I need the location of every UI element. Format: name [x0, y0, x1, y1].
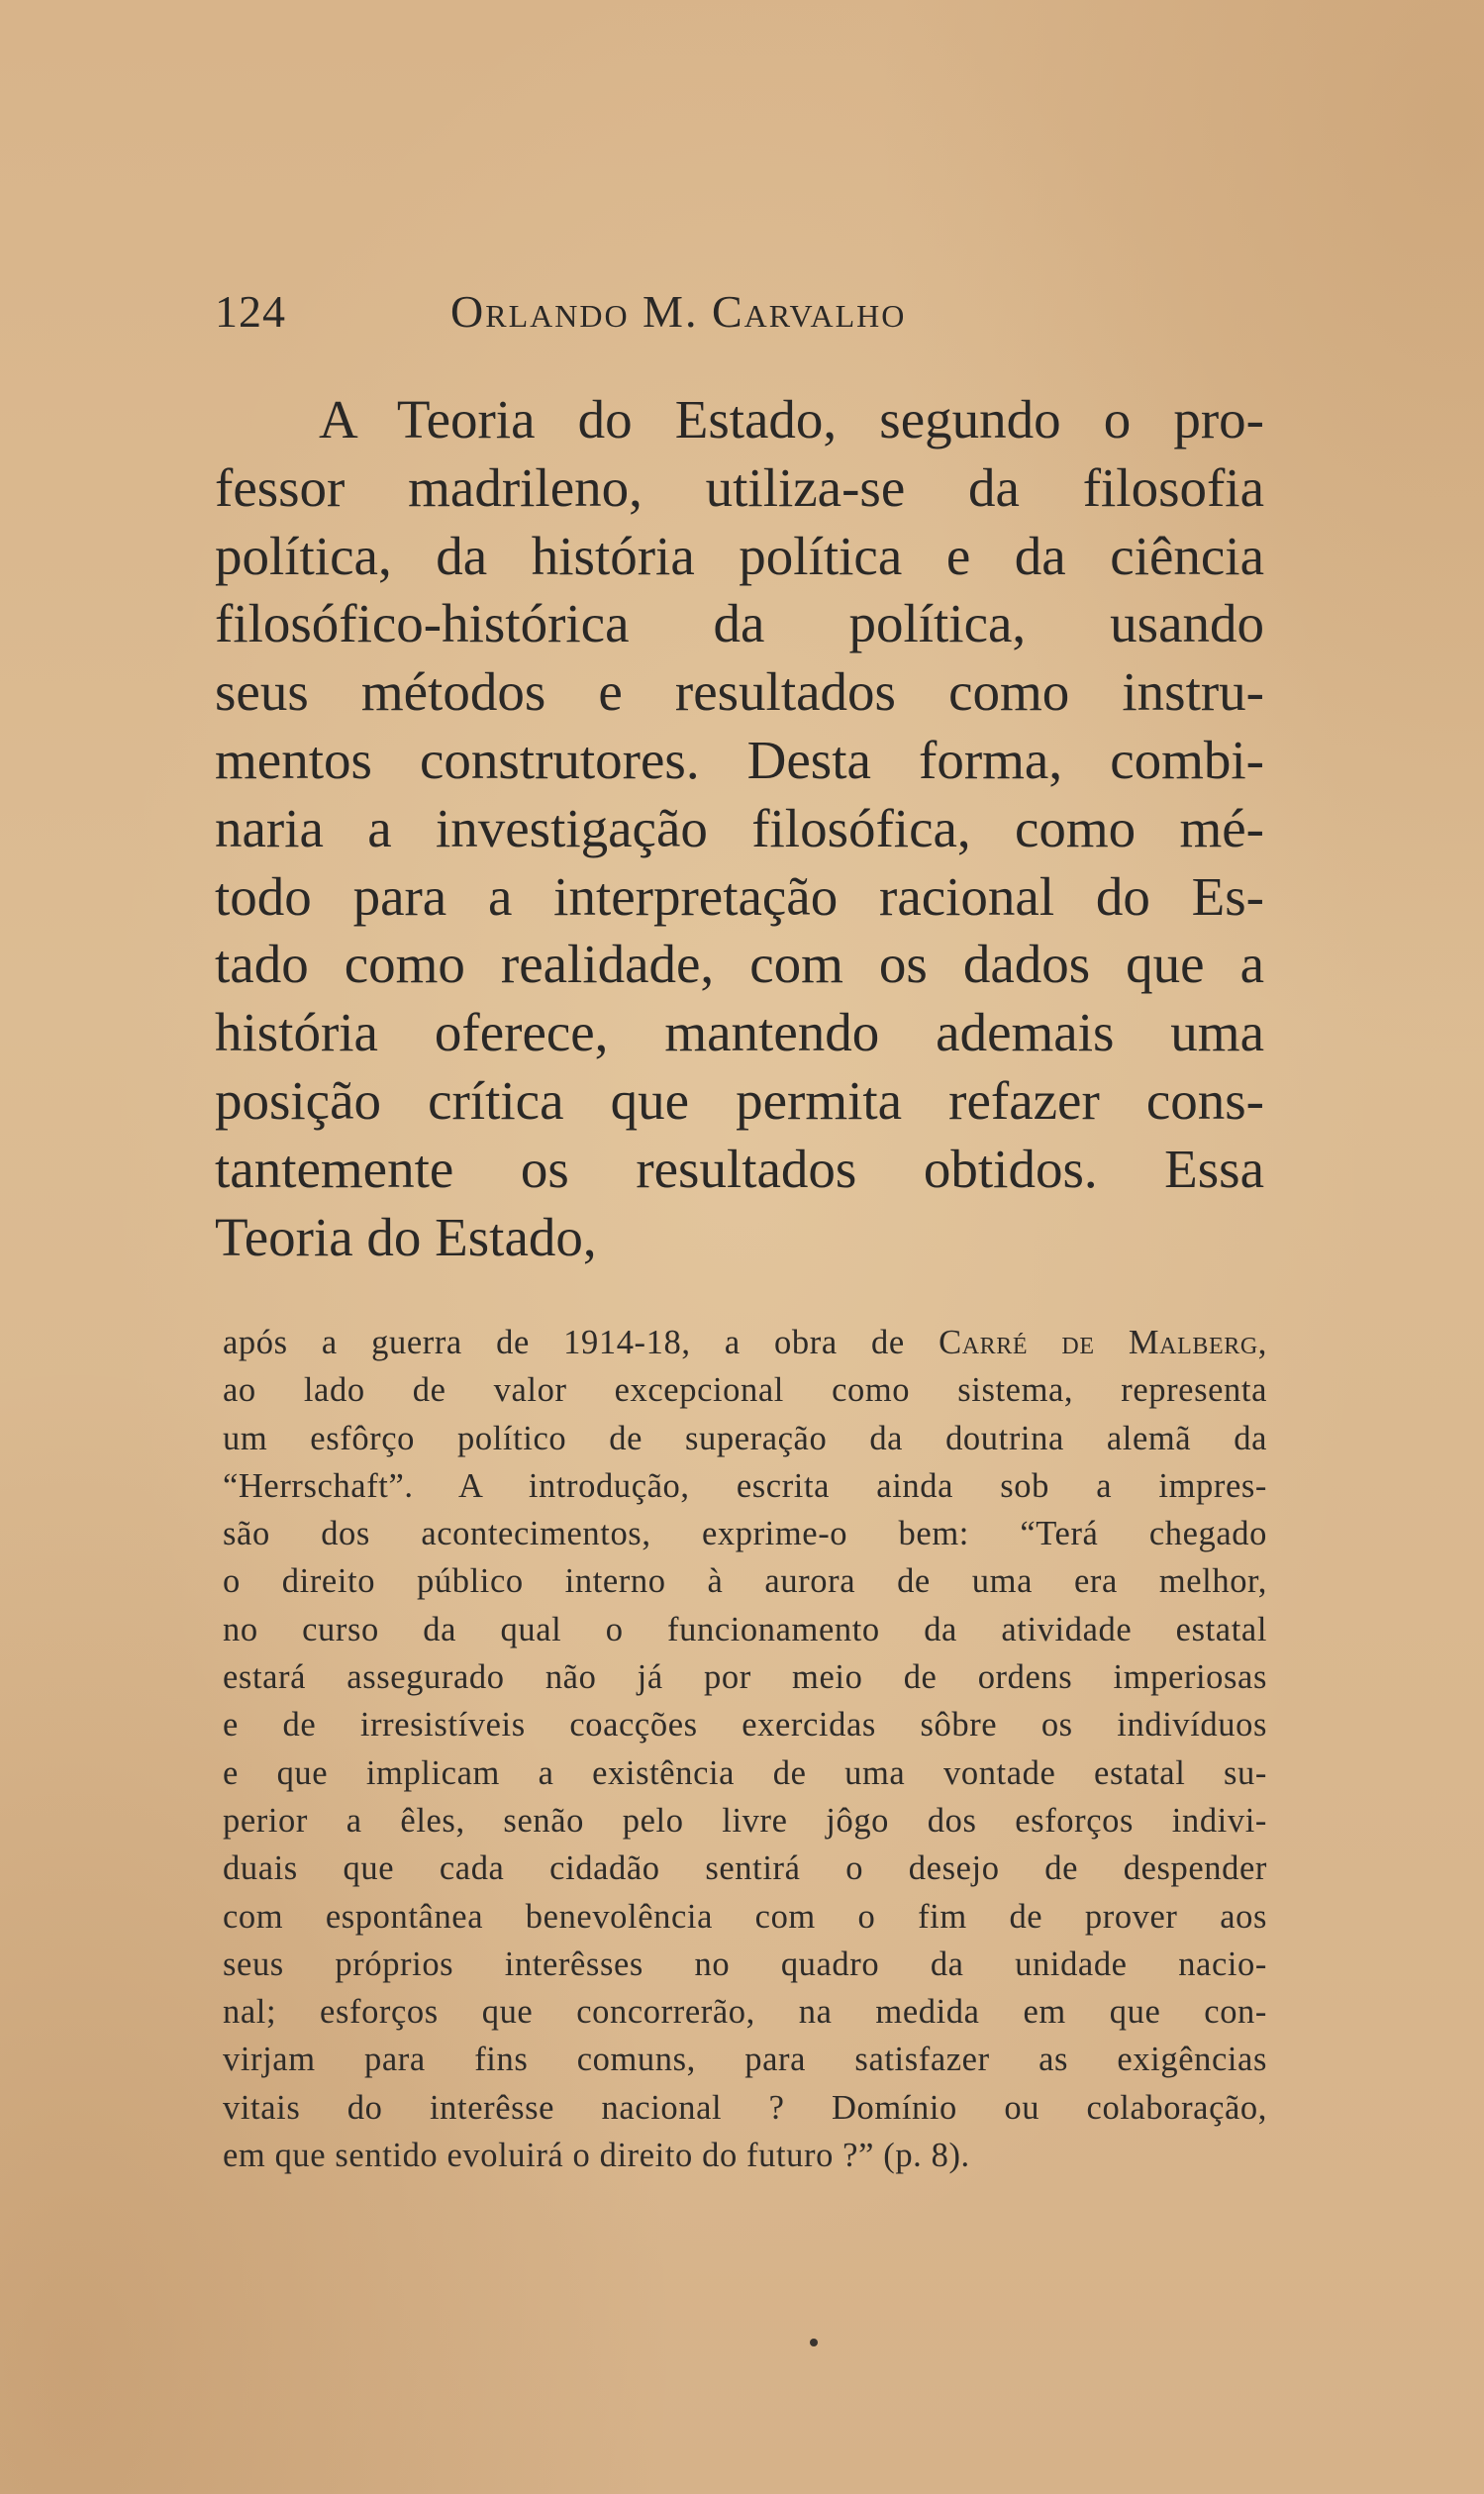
- footnote-line: são dos acontecimentos, exprime-o bem: “Terá chegado: [223, 1515, 1267, 1553]
- footnote-line: duais que cada cidadão sentirá o desejo de despender: [223, 1849, 1267, 1888]
- footnote-line: com espontânea benevolência com o fim de prover aos: [223, 1897, 1267, 1936]
- quoted-footnote: [223, 1319, 1267, 2179]
- footnote-line: e de irresistíveis coacções exercidas sôbre os indivíduos: [223, 1706, 1267, 1745]
- footnote-text: após a guerra de 1914-18, a obra de: [223, 1324, 940, 1361]
- page-header: [215, 285, 1264, 345]
- footnote-line: em que sentido evoluirá o direito do futuro ?” (p. 8).: [223, 2137, 970, 2175]
- footnote-line: no curso da qual o funcionamento da atividade estatal: [223, 1610, 1267, 1648]
- paragraph-line: seus métodos e resultados como instru-: [215, 661, 1264, 723]
- paragraph-line: todo para a interpretação racional do Es-: [215, 865, 1264, 927]
- paragraph-line: A Teoria do Estado, segundo o pro-: [319, 389, 1264, 449]
- cited-author: Carré de Malberg: [939, 1324, 1258, 1361]
- footnote-line: o direito público interno à aurora de uma era melhor,: [223, 1562, 1267, 1601]
- footnote-line: estará assegurado não já por meio de ordens imperiosas: [223, 1658, 1267, 1697]
- paragraph-line: filosófico-histórica da política, usando: [215, 593, 1264, 654]
- footnote-line: virjam para fins comuns, para satisfazer as exigências: [223, 2041, 1267, 2079]
- main-paragraph: [215, 386, 1264, 1271]
- footnote-line: “Herrschaft”. A introdução, escrita ainda sob a impres-: [223, 1466, 1267, 1505]
- footnote-text: ,: [1257, 1324, 1268, 1361]
- paragraph-line: mentos construtores. Desta forma, combi-: [215, 729, 1264, 790]
- paragraph-line: naria a investigação filosófica, como mé-: [215, 797, 1264, 858]
- footnote-line: seus próprios interêsses no quadro da unidade nacio-: [223, 1945, 1267, 1983]
- footnote-line: [223, 1319, 1267, 1366]
- footnote-line: vitais do interêsse nacional ? Domínio ou colaboração,: [223, 2088, 1267, 2127]
- footnote-line: e que implicam a existência de uma vontade estatal su-: [223, 1753, 1267, 1792]
- paragraph-line: história oferece, mantendo ademais uma: [215, 1002, 1264, 1063]
- footnote-line: um esfôrço político de superação da doutrina alemã da: [223, 1419, 1267, 1457]
- paragraph-line: política, da história política e da ciência: [215, 525, 1264, 586]
- paragraph-line: tantemente os resultados obtidos. Essa: [215, 1138, 1264, 1199]
- footnote-line: perior a êles, senão pelo livre jôgo dos esforços indivi-: [223, 1801, 1267, 1840]
- paragraph-line: Teoria do Estado,: [215, 1206, 597, 1267]
- footnote-line: nal; esforços que concorrerão, na medida em que con-: [223, 1993, 1267, 2032]
- running-head: Orlando M. Carvalho: [450, 286, 907, 337]
- paragraph-line: tado como realidade, com os dados que a: [215, 934, 1264, 995]
- paragraph-line: posição crítica que permita refazer cons-: [215, 1069, 1264, 1131]
- page-number: 124: [215, 286, 286, 337]
- ink-speck: [810, 2339, 818, 2346]
- footnote-line: ao lado de valor excepcional como sistema, representa: [223, 1371, 1267, 1410]
- paragraph-line: fessor madrileno, utiliza-se da filosofia: [215, 456, 1264, 518]
